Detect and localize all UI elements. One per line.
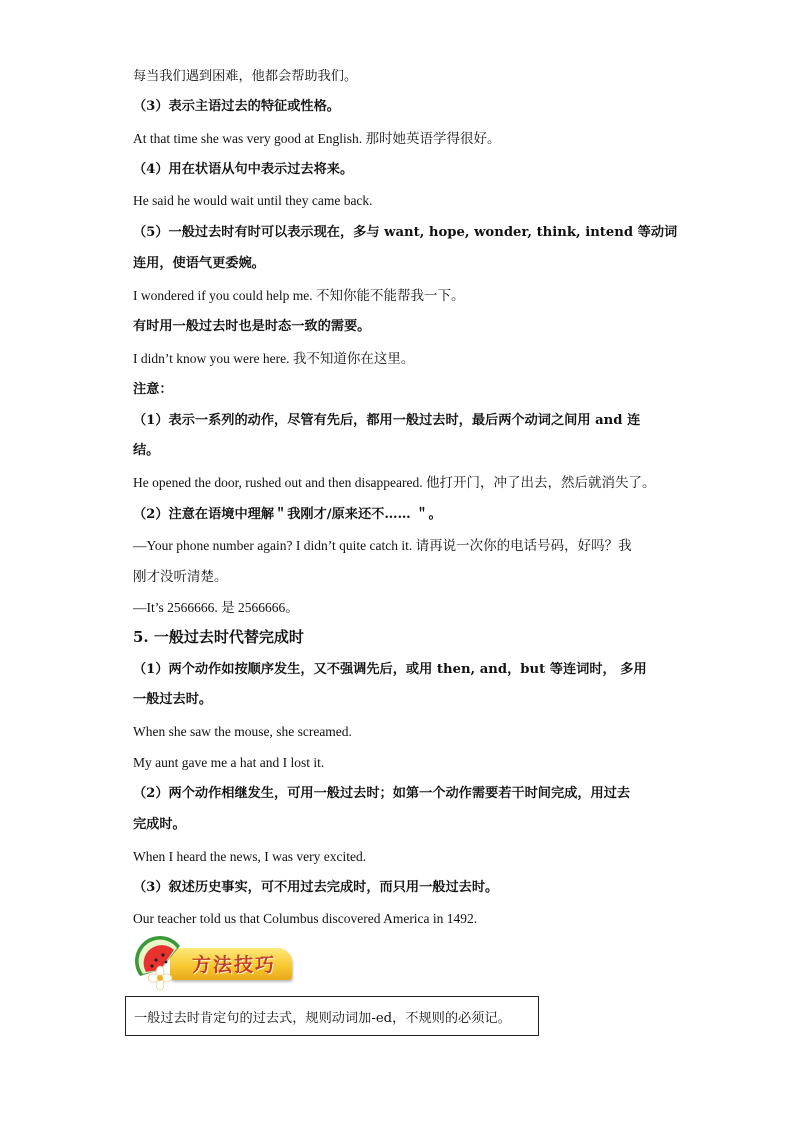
rule-heading: （1）两个动作如按顺序发生，又不强调先后，或用 then, and，but 等连词时， 多用 <box>133 662 647 677</box>
example-sentence: He opened the door, rushed out and then disappeared. 他打开门，冲了出去，然后就消失了。 <box>133 475 656 490</box>
tip-text: 一般过去时肯定句的过去式，规则动词加-ed，不规则的必须记。 <box>134 1011 511 1026</box>
rule-heading: （1）表示一系列的动作，尽管有先后，都用一般过去时，最后两个动词之间用 and 连 <box>133 413 641 428</box>
badge-label: 方法技巧 <box>192 954 277 976</box>
watermelon-flower-icon <box>134 936 194 992</box>
rule-heading-cont: 连用，使语气更委婉。 <box>133 256 265 271</box>
note-label: 注意： <box>133 382 173 397</box>
example-sentence: I didn’t know you were here. 我不知道你在这里。 <box>133 351 415 366</box>
rule-heading: （2）两个动作相继发生，可用一般过去时；如第一个动作需要若干时间完成，用过去 <box>133 786 631 801</box>
rule-note: 有时用一般过去时也是时态一致的需要。 <box>133 319 371 334</box>
rule-heading: （3）表示主语过去的特征或性格。 <box>133 99 340 114</box>
example-sentence: He said he would wait until they came back. <box>133 193 373 208</box>
rule-heading-cont: 一般过去时。 <box>133 692 213 707</box>
rule-heading-cont: 完成时。 <box>133 817 186 832</box>
rule-heading: （4）用在状语从句中表示过去将来。 <box>133 162 354 177</box>
example-sentence: —Your phone number again? I didn’t quite catch it. 请再说一次你的电话号码，好吗？我 <box>133 538 632 553</box>
example-sentence: My aunt gave me a hat and I lost it. <box>133 755 325 770</box>
example-sentence: When I heard the news, I was very excited. <box>133 849 367 864</box>
example-sentence: At that time she was very good at English. 那时她英语学得很好。 <box>133 131 501 146</box>
method-tips-badge <box>134 936 294 990</box>
example-sentence-cont: 刚才没听清楚。 <box>133 569 228 584</box>
example-sentence: —It’s 2566666. 是 2566666。 <box>133 600 299 615</box>
rule-heading-cont: 结。 <box>133 443 160 458</box>
example-sentence: Our teacher told us that Columbus discovered America in 1492. <box>133 911 478 926</box>
rule-heading: （5）一般过去时有时可以表示现在，多与 want, hope, wonder, think, intend 等动词 <box>133 225 678 240</box>
rule-heading: （3）叙述历史事实，可不用过去完成时，而只用一般过去时。 <box>133 880 499 895</box>
example-sentence: When she saw the mouse, she screamed. <box>133 724 352 739</box>
rule-heading: （2）注意在语境中理解＂我刚才/原来还不…… ＂。 <box>133 507 442 522</box>
example-sentence: I wondered if you could help me. 不知你能不能帮我一下。 <box>133 288 465 303</box>
text-line: 每当我们遇到困难，他都会帮助我们。 <box>133 69 358 84</box>
tip-box <box>125 996 539 1036</box>
section-heading: 5. 一般过去时代替完成时 <box>133 628 304 646</box>
